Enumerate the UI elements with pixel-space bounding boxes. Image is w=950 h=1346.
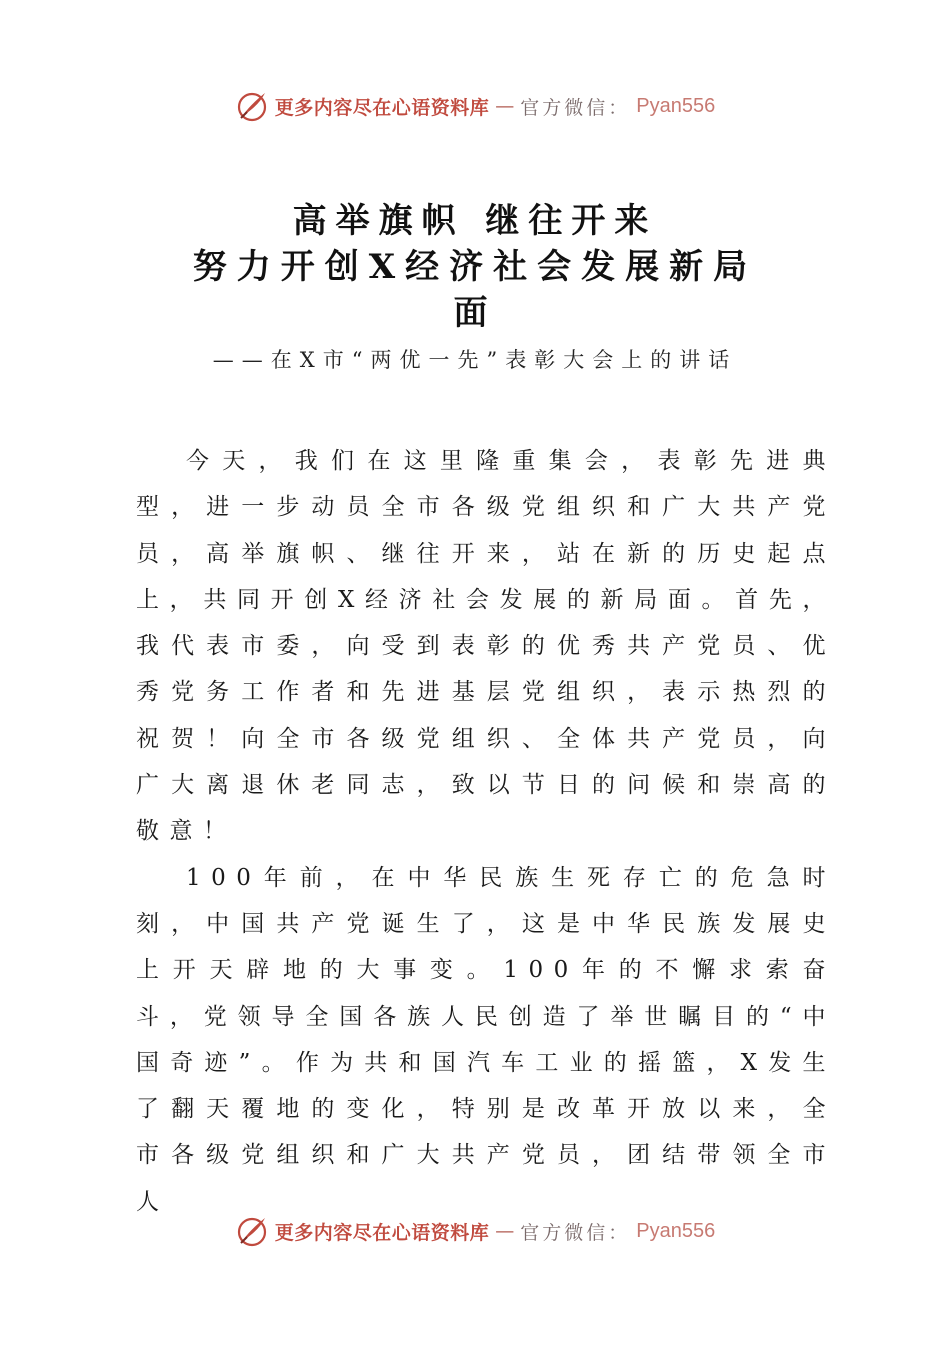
subtitle: ——在X市“两优一先”表彰大会上的讲话 bbox=[212, 348, 738, 372]
title-line-3: 面 bbox=[453, 293, 497, 333]
watermark-site-text: 更多内容尽在心语资料库 bbox=[274, 96, 490, 119]
watermark-wechat-label: 官方微信： bbox=[520, 1221, 631, 1244]
watermark-site-text: 更多内容尽在心语资料库 bbox=[274, 1221, 490, 1244]
watermark-dash: — bbox=[495, 1220, 515, 1242]
title-line-1: 高举旗帜 继往开来 bbox=[292, 201, 658, 241]
quill-pen-logo-icon bbox=[235, 89, 269, 123]
watermark-wechat-label: 官方微信： bbox=[520, 96, 631, 119]
watermark-wechat-id: Pyan556 bbox=[636, 94, 716, 117]
watermark-wechat-id: Pyan556 bbox=[636, 1219, 716, 1242]
paragraph-2: 100年前，在中华民族生死存亡的危急时刻，中国共产党诞生了，这是中华民族发展史上开天辟地的大事变。100年的不懈求索奋斗，党领导全国各族人民创造了举世瞩目的“中国奇迹”。作为共和国汽车工业的摇篮，X发生了翻天覆地的变化，特别是改革开放以来，全市各级党组织和广大共产党员，团结带领全市人 bbox=[136, 864, 836, 1215]
watermark-dash: — bbox=[495, 95, 515, 117]
paragraph-1: 今天，我们在这里隆重集会，表彰先进典型，进一步动员全市各级党组织和广大共产党员，高举旗帜、继往开来，站在新的历史起点上，共同开创X经济社会发展的新局面。首先，我代表市委，向受到表彰的优秀共产党员、优秀党务工作者和先进基层党组织，表示热烈的祝贺！向全市各级党组织、全体共产党员，向广大离退休老同志，致以节日的问候和崇高的敬意！ bbox=[136, 448, 836, 845]
header-watermark bbox=[0, 86, 950, 126]
title-block bbox=[0, 198, 950, 378]
quill-pen-logo-icon bbox=[235, 1214, 269, 1248]
title-line-2: 努力开创X经济社会发展新局 bbox=[192, 247, 758, 287]
footer-watermark bbox=[0, 1211, 950, 1251]
speech-body bbox=[136, 438, 836, 1225]
